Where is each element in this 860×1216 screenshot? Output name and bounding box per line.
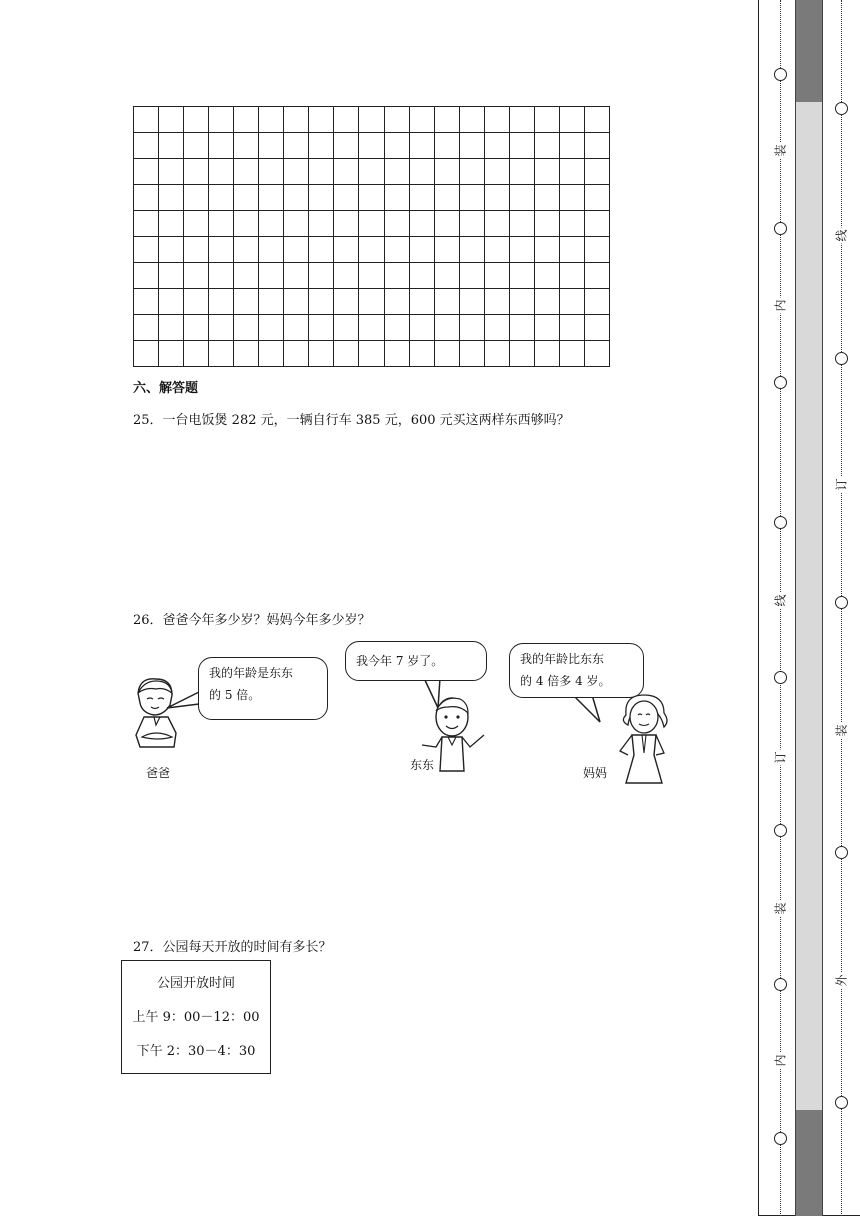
grid-cell [359,263,384,289]
dad-name-label: 爸爸 [146,766,171,780]
grid-cell [535,107,560,133]
grid-cell [460,315,485,341]
dad-bubble-line1: 我的年龄是东东 [209,666,294,680]
grid-cell [259,211,284,237]
grid-cell [234,185,259,211]
binding-circle-icon [774,376,787,389]
grid-cell [560,315,585,341]
grid-cell [309,237,334,263]
grid-cell [385,315,410,341]
grid-cell [385,289,410,315]
grid-cell [510,133,535,159]
grid-cell [460,185,485,211]
grid-cell [510,211,535,237]
grid-cell [410,289,435,315]
grid-cell [159,237,184,263]
grid-cell [284,237,309,263]
grid-cell [309,263,334,289]
grid-cell [209,133,234,159]
mom-figure-icon [614,693,684,785]
dad-bubble-line2: 的 5 倍。 [209,688,261,702]
schedule-morning: 上午 9：00－12：00 [132,1010,260,1025]
outer-binding-label: 线 [834,229,849,242]
grid-cell [435,289,460,315]
question-27: 27．公园每天开放的时间有多长？ [133,940,332,955]
grid-cell [485,185,510,211]
grid-cell [284,185,309,211]
grid-cell [234,107,259,133]
grid-cell [184,185,209,211]
grid-cell [334,237,359,263]
grid-cell [259,263,284,289]
grid-cell [585,107,610,133]
grid-cell [510,185,535,211]
grid-cell [134,341,159,367]
mom-speech-bubble [509,643,644,698]
writing-grid [133,106,610,367]
grid-cell [259,107,284,133]
grid-cell [510,315,535,341]
grid-cell [560,341,585,367]
grid-cell [560,263,585,289]
binding-dark-top [795,0,823,102]
grid-cell [410,315,435,341]
grid-cell [159,263,184,289]
grid-cell [435,237,460,263]
grid-cell [585,341,610,367]
dad-speech-bubble [198,657,328,720]
binding-grey-strip [795,0,823,1216]
grid-cell [284,263,309,289]
grid-cell [234,211,259,237]
grid-cell [535,341,560,367]
grid-cell [460,211,485,237]
grid-cell [159,133,184,159]
mom-name-label: 妈妈 [583,766,608,780]
grid-cell [309,159,334,185]
grid-cell [159,185,184,211]
grid-cell [460,237,485,263]
grid-cell [485,107,510,133]
grid-cell [385,237,410,263]
grid-cell [334,315,359,341]
grid-cell [485,159,510,185]
grid-cell [410,211,435,237]
grid-cell [209,211,234,237]
grid-cell [510,237,535,263]
grid-cell [284,133,309,159]
grid-cell [585,185,610,211]
grid-cell [159,289,184,315]
grid-cell [460,133,485,159]
grid-cell [234,133,259,159]
grid-cell [134,133,159,159]
grid-cell [460,341,485,367]
grid-cell [184,133,209,159]
grid-cell [359,315,384,341]
grid-cell [435,315,460,341]
grid-cell [159,315,184,341]
binding-circle-icon [835,102,848,115]
grid-cell [385,159,410,185]
grid-cell [234,159,259,185]
mom-bubble-line2: 的 4 倍多 4 岁。 [520,674,611,688]
grid-cell [134,211,159,237]
question-25: 25．一台电饭煲 282 元，一辆自行车 385 元，600 元买这两样东西够吗？ [133,413,570,428]
grid-cell [485,263,510,289]
grid-cell [435,341,460,367]
grid-cell [184,263,209,289]
grid-cell [159,341,184,367]
grid-cell [259,133,284,159]
grid-cell [410,185,435,211]
binding-dark-bottom [795,1110,823,1216]
grid-cell [134,263,159,289]
grid-cell [359,289,384,315]
grid-cell [560,289,585,315]
binding-margin [758,0,860,1216]
grid-cell [585,263,610,289]
grid-cell [535,159,560,185]
grid-cell [510,107,535,133]
grid-cell [134,107,159,133]
grid-cell [234,341,259,367]
grid-cell [184,159,209,185]
grid-cell [309,211,334,237]
inner-binding-label: 线 [773,594,788,607]
grid-cell [134,315,159,341]
grid-cell [209,237,234,263]
inner-binding-label: 订 [773,751,788,764]
grid-cell [435,159,460,185]
grid-cell [560,159,585,185]
grid-cell [585,211,610,237]
grid-cell [535,263,560,289]
outer-binding-label: 外 [834,974,849,987]
grid-cell [385,211,410,237]
binding-circle-icon [774,978,787,991]
grid-cell [259,159,284,185]
inner-binding-label: 内 [773,299,788,312]
grid-cell [284,341,309,367]
mom-bubble-line1: 我的年龄比东东 [520,652,605,666]
grid-cell [435,107,460,133]
section-title: 六、解答题 [133,381,199,396]
grid-cell [510,159,535,185]
grid-cell [435,185,460,211]
grid-cell [535,211,560,237]
grid-cell [234,237,259,263]
grid-cell [284,159,309,185]
grid-cell [134,237,159,263]
grid-cell [510,289,535,315]
grid-cell [435,263,460,289]
grid-cell [234,289,259,315]
grid-cell [485,315,510,341]
grid-cell [309,185,334,211]
question-26: 26．爸爸今年多少岁？妈妈今年多少岁？ [133,613,371,628]
grid-cell [359,341,384,367]
grid-cell [385,107,410,133]
grid-cell [435,133,460,159]
grid-cell [309,315,334,341]
schedule-title: 公园开放时间 [156,976,235,991]
grid-cell [359,133,384,159]
grid-cell [410,263,435,289]
grid-cell [184,289,209,315]
grid-cell [585,133,610,159]
grid-cell [359,107,384,133]
grid-cell [535,315,560,341]
grid-cell [209,159,234,185]
grid-cell [359,211,384,237]
grid-cell [334,341,359,367]
grid-cell [385,263,410,289]
grid-cell [385,341,410,367]
grid-cell [535,185,560,211]
grid-cell [560,211,585,237]
grid-cell [485,289,510,315]
grid-cell [410,237,435,263]
grid-cell [560,107,585,133]
grid-cell [460,107,485,133]
grid-cell [560,185,585,211]
grid-cell [309,341,334,367]
grid-cell [385,133,410,159]
dongdong-name-label: 东东 [410,758,435,772]
grid-cell [485,211,510,237]
grid-cell [334,133,359,159]
schedule-afternoon: 下午 2：30－4：30 [136,1044,256,1059]
grid-cell [535,237,560,263]
grid-cell [284,315,309,341]
outer-binding-label: 装 [834,724,849,737]
grid-cell [410,159,435,185]
grid-cell [560,133,585,159]
grid-cell [435,211,460,237]
binding-circle-icon [774,222,787,235]
grid-cell [334,107,359,133]
grid-cell [485,341,510,367]
binding-circle-icon [835,1096,848,1109]
grid-cell [585,315,610,341]
grid-cell [184,107,209,133]
grid-cell [259,237,284,263]
binding-circle-icon [835,596,848,609]
grid-cell [359,237,384,263]
grid-cell [309,289,334,315]
grid-cell [309,107,334,133]
grid-cell [485,133,510,159]
grid-cell [259,341,284,367]
outer-binding-label: 订 [834,478,849,491]
grid-cell [334,159,359,185]
binding-circle-icon [774,68,787,81]
grid-cell [585,289,610,315]
grid-cell [485,237,510,263]
binding-circle-icon [774,824,787,837]
grid-cell [334,211,359,237]
grid-cell [159,159,184,185]
grid-cell [184,211,209,237]
grid-cell [209,185,234,211]
dongdong-speech-bubble [345,641,487,681]
grid-cell [209,107,234,133]
grid-cell [334,185,359,211]
grid-cell [510,263,535,289]
grid-cell [585,237,610,263]
grid-cell [284,107,309,133]
grid-cell [284,289,309,315]
grid-cell [460,263,485,289]
grid-cell [134,185,159,211]
inner-binding-label: 装 [773,902,788,915]
grid-cell [585,159,610,185]
binding-circle-icon [774,671,787,684]
grid-cell [309,133,334,159]
inner-binding-label: 内 [773,1054,788,1067]
binding-circle-icon [774,1132,787,1145]
grid-cell [184,315,209,341]
grid-cell [284,211,309,237]
grid-cell [460,289,485,315]
binding-circle-icon [835,352,848,365]
grid-cell [259,185,284,211]
grid-cell [359,185,384,211]
grid-cell [209,289,234,315]
grid-cell [510,341,535,367]
grid-cell [134,289,159,315]
park-schedule-box [121,960,271,1074]
grid-cell [535,289,560,315]
grid-cell [359,159,384,185]
grid-cell [259,289,284,315]
grid-cell [184,341,209,367]
grid-cell [334,263,359,289]
grid-cell [209,315,234,341]
grid-cell [184,237,209,263]
grid-cell [460,159,485,185]
inner-binding-label: 装 [773,144,788,157]
grid-cell [234,315,259,341]
grid-cell [410,107,435,133]
grid-cell [535,133,560,159]
grid-cell [209,341,234,367]
binding-circle-icon [835,846,848,859]
grid-cell [134,159,159,185]
grid-cell [159,211,184,237]
grid-cell [209,263,234,289]
grid-cell [159,107,184,133]
grid-cell [560,237,585,263]
grid-cell [385,185,410,211]
grid-cell [410,133,435,159]
grid-cell [259,315,284,341]
dongdong-bubble-text: 我今年 7 岁了。 [356,654,444,668]
grid-cell [334,289,359,315]
grid-cell [410,341,435,367]
binding-circle-icon [774,516,787,529]
grid-cell [234,263,259,289]
